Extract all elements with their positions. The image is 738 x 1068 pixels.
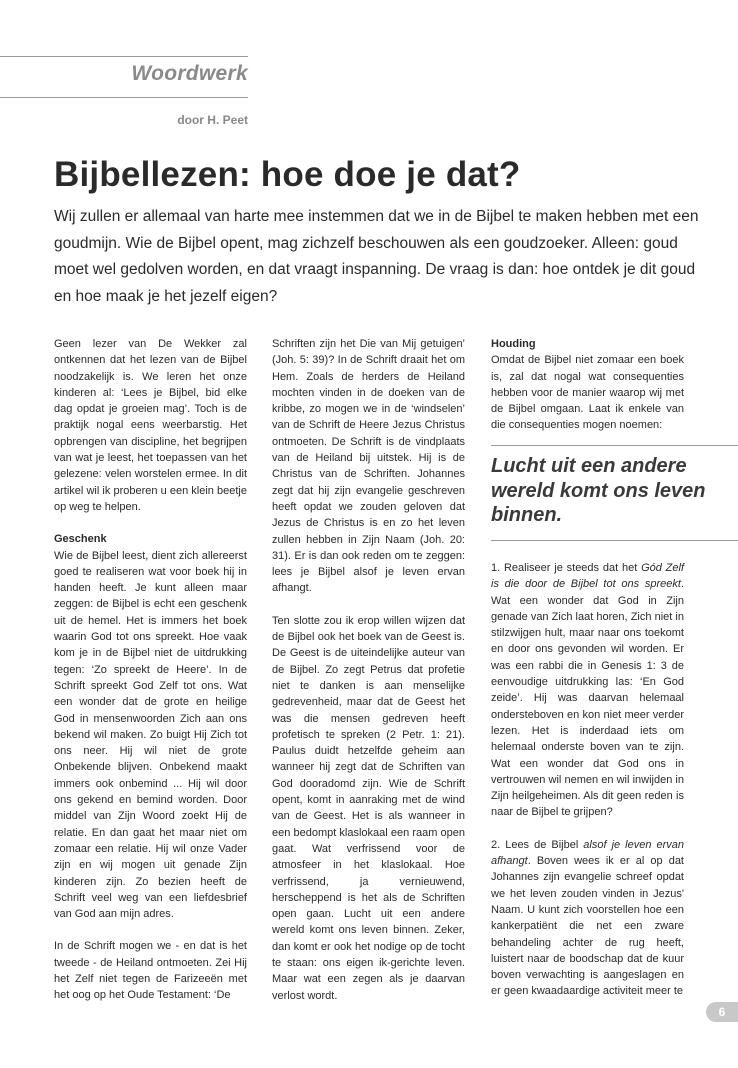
- column-3-top: [491, 336, 684, 450]
- col2-paragraph-2: Ten slotte zou ik erop willen wijzen dat de Bijbel ook het boek van de Geest is. De Geest is de uiteindelijke auteur van de Bijbel. Zo zegt Petrus dat profetie niet te danken is aan menselijke gedrevenheid, maar dat de Geest het was die mensen gedreven heeft profetisch te spreken (2 Petr. 1: 21). Paulus duidt hetzelfde geheim aan wanneer hij zegt dat de Schriften van God dooradomd zijn. Wie de Schrift opent, komt in aanraking met de wind van de Geest. Het is als wanneer in een bedompt klaslokaal een raam open gaat. Wat verfrissend voor de atmosfeer in het klaslokaal. Hoe verfrissend, ja vernieuwend, herscheppend is het als de Schriften open gaan. Lucht uit een andere wereld komt ons leven binnen. Zeker, dan komt er ook het nodige op de tocht te staan: ons eigen ik-gerichte leven. Maar wat een zegen als je daarvan verlost wordt.: [272, 614, 465, 1002]
- header-rule-top: [0, 56, 248, 57]
- pullquote: Lucht uit een andere wereld komt ons leven binnen.: [491, 455, 706, 526]
- col1-paragraph-3: In de Schrift mogen we - en dat is het tweede - de Heiland ontmoeten. Zei Hij het Zelf niet tegen de Farizeeën met het oog op het Oude Testament: ‘De: [54, 940, 247, 1002]
- col2-paragraph-1: Schriften zijn het Die van Mij getuigen’ (Joh. 5: 39)? In de Schrift draait het om Hem. Zoals de herders de Heiland mochten vinden in de doeken van de kribbe, zo mogen we in de ‘windselen’ van de Schrift de Heere Jezus Christus ontmoeten. De Schrift is de vindplaats van de Heiland bij uitstek. Hij is de Christus van de Schriften. Johannes zegt dat hij zijn evangelie geschreven heeft opdat we zouden geloven dat Jezus de Christus is en zo het leven zullen hebben in Zijn Naam (Joh. 20: 31). Er is dan ook reden om te zeggen: lees je Bijbel alsof je leven ervan afhangt.: [272, 338, 465, 595]
- col3-paragraph-2: [491, 560, 684, 821]
- byline: door H. Peet: [177, 113, 248, 127]
- col1-paragraph-2: Wie de Bijbel leest, dient zich allereerst goed te realiseren wat voor boek hij in handen heeft. Je kunt alleen maar zeggen: de Bijbel is echt een geschenk uit de hemel. Het is immers het boek waarin God tot ons spreekt. Hoe vaak kom je in de Bijbel niet de uitdrukking tegen: ‘Zo spreekt de Heere’. In de Schrift spreekt God Zelf tot ons. Wat een wonder dat de grote en heilige God in mensenwoorden Zich aan ons bekend wil maken. Zo buigt Hij Zich tot ons neer. Hij wil niet de grote Onbekende blijven. Onbekend maakt immers ook onbemind ... Hij wil door ons gekend en bemind worden. Door middel van Zijn Woord zoekt Hij de relatie. En dan gaat het maar niet om zomaar een relatie. Hij wil onze Vader zijn en wij mogen uit genade Zijn kinderen zijn. Zo bezien heeft de Schrift veel weg van een liefdesbrief van God aan mijn adres.: [54, 549, 247, 921]
- col3-paragraph-1: Omdat de Bijbel niet zomaar een boek is, zal dat nogal wat consequenties hebben voor de manier waarop wij met de Bijbel omgaan. Laat ik enkele van die consequenties mogen noemen:: [491, 354, 684, 432]
- col3-p2-emphasis: Gód Zelf is die door de Bijbel tot ons spreekt: [491, 562, 685, 591]
- section-label: Woordwerk: [131, 62, 248, 85]
- col3-p2-intro: 1. Realiseer je steeds dat het: [491, 562, 642, 574]
- header-rule-bottom: [0, 97, 248, 98]
- column-2: [272, 336, 465, 1020]
- col3-p3-intro: 2. Lees de Bijbel: [491, 838, 584, 851]
- column-3-body: [491, 560, 684, 1016]
- pullquote-rule-bottom: [491, 540, 738, 541]
- article-lead: Wij zullen er allemaal van harte mee instemmen dat we in de Bijbel te maken hebben met een goudmijn. Wie de Bijbel opent, mag zichzelf beschouwen als een goudzoeker. Alleen: goud moet wel gedolven worden, en dat vraagt inspanning. De vraag is dan: hoe ontdek je dit goud en hoe maak je het jezelf eigen?: [54, 208, 699, 305]
- article-title: Bijbellezen: hoe doe je dat?: [54, 155, 521, 194]
- col3-p3-emphasis: alsof je leven ervan afhangt: [491, 838, 685, 868]
- col3-paragraph-3: [491, 837, 684, 1000]
- heading-geschenk: Geschenk: [54, 533, 107, 546]
- pullquote-rule-top: [491, 445, 738, 446]
- col3-p2-rest: . Wat een wonder dat God in Zijn genade van Zich laat horen, Zich niet in stilzwijgen hult, maar naar ons toekomt en door ons gevonden wil worden. Er was een rabbi die in Genesis 1: 3 de eenvoudige uitdrukking las: ‘En God zeide’. Hij was daarvan helemaal ondersteboven en kon niet meer verder lezen. Het is inderdaad iets om helemaal onderste boven van te zijn. Wat een wonder dat God ons in vertrouwen wil nemen en wil inwijden in Zijn heilgeheimen. Als dit geen reden is naar de Bijbel te grijpen?: [491, 578, 684, 819]
- col1-paragraph-1: Geen lezer van De Wekker zal ontkennen dat het lezen van de Bijbel noodzakelijk is. We leren het onze kinderen al: ‘Lees je Bijbel, bid elke dag opdat je groeien mag’. Toch is de praktijk nogal eens weerbarstig. Het opbrengen van discipline, het begrijpen van wat je leest, het toepassen van het gelezene: velen worstelen ermee. In dit artikel wil ik proberen u een klein beetje op weg te helpen.: [54, 338, 247, 513]
- column-1: [54, 336, 247, 1020]
- col3-p3-rest: . Boven wees ik er al op dat Johannes zijn evangelie schreef opdat we het leven zouden vinden in Jezus' Naam. U kunt zich voorstellen hoe een kankerpatiënt die net een zware behandeling achter de rug heeft, luistert naar de boodschap dat de kuur boven verwachting is aangeslagen en er geen kwaadaardige activiteit meer te: [491, 855, 684, 998]
- heading-houding: Houding: [491, 338, 536, 350]
- page-number-tab: 6: [706, 1002, 738, 1022]
